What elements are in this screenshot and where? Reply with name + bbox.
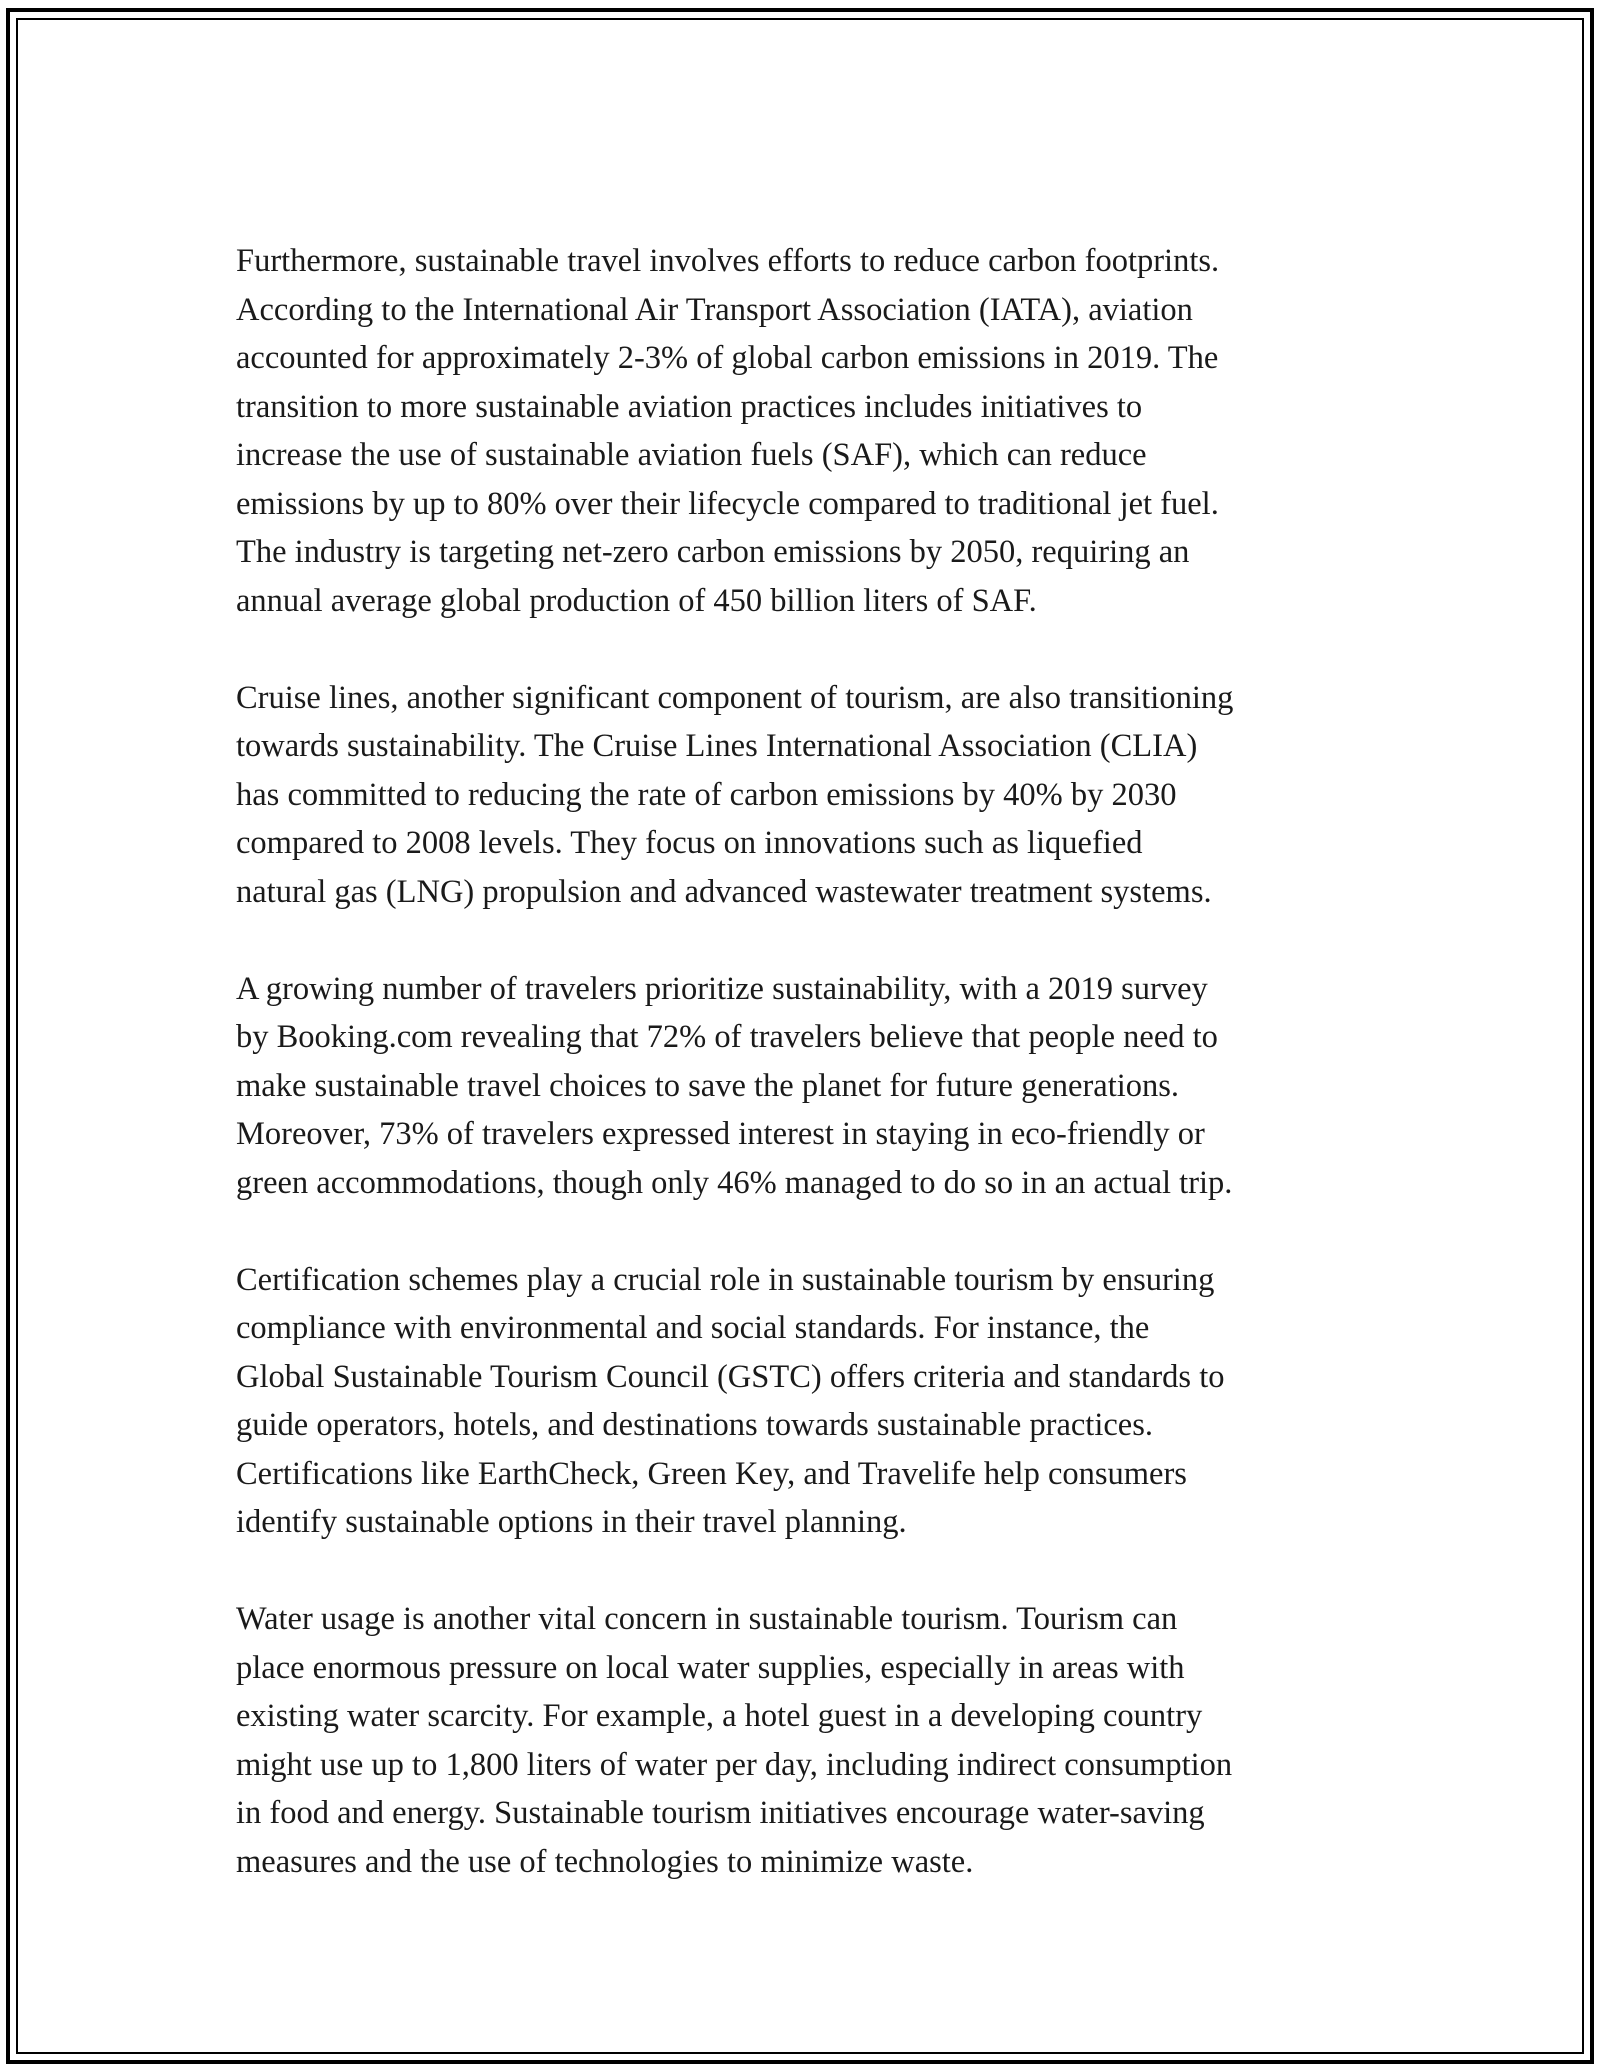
document-body — [236, 237, 1376, 1935]
paragraph-traveler-preferences: A growing number of travelers prioritize sustainability, with a 2019 survey by Booking.com revealing that 72% of travelers believe that people need to make sustainable travel choices to save the planet for future generations. Moreover, 73% of travelers expressed interest in staying in eco-friendly or green accommodations, though only 46% managed to do so in an actual trip. — [236, 970, 1233, 1201]
paragraph-aviation-emissions: Furthermore, sustainable travel involves efforts to reduce carbon footprints. According to the International Air Transport Association (IATA), aviation accounted for approximately 2-3% of global carbon emissions in 2019. The transition to more sustainable aviation practices includes initiatives to increase the use of sustainable aviation fuels (SAF), which can reduce emissions by up to 80% over their lifecycle compared to traditional jet fuel. The industry is targeting net-zero carbon emissions by 2050, requiring an annual average global production of 450 billion liters of SAF. — [236, 243, 1220, 619]
paragraph-water-usage: Water usage is another vital concern in sustainable tourism. Tourism can place enormous pressure on local water supplies, especially in areas with existing water scarcity. For example, a hotel guest in a developing country might use up to 1,800 liters of water per day, including indirect consumption in food and energy. Sustainable tourism initiatives encourage water-saving measures and the use of technologies to minimize waste. — [236, 1601, 1233, 1880]
paragraph-certification-schemes: Certification schemes play a crucial role in sustainable tourism by ensuring compliance with environmental and social standards. For instance, the Global Sustainable Tourism Council (GSTC) offers criteria and standards to guide operators, hotels, and destinations towards sustainable practices. Certifications like EarthCheck, Green Key, and Travelife help consumers identify sustainable options in their travel planning. — [236, 1261, 1225, 1540]
paragraph-cruise-lines: Cruise lines, another significant component of tourism, are also transitioning towards sustainability. The Cruise Lines International Association (CLIA) has committed to reducing the rate of carbon emissions by 40% by 2030 compared to 2008 levels. They focus on innovations such as liquefied natural gas (LNG) propulsion and advanced wastewater treatment systems. — [236, 679, 1234, 910]
